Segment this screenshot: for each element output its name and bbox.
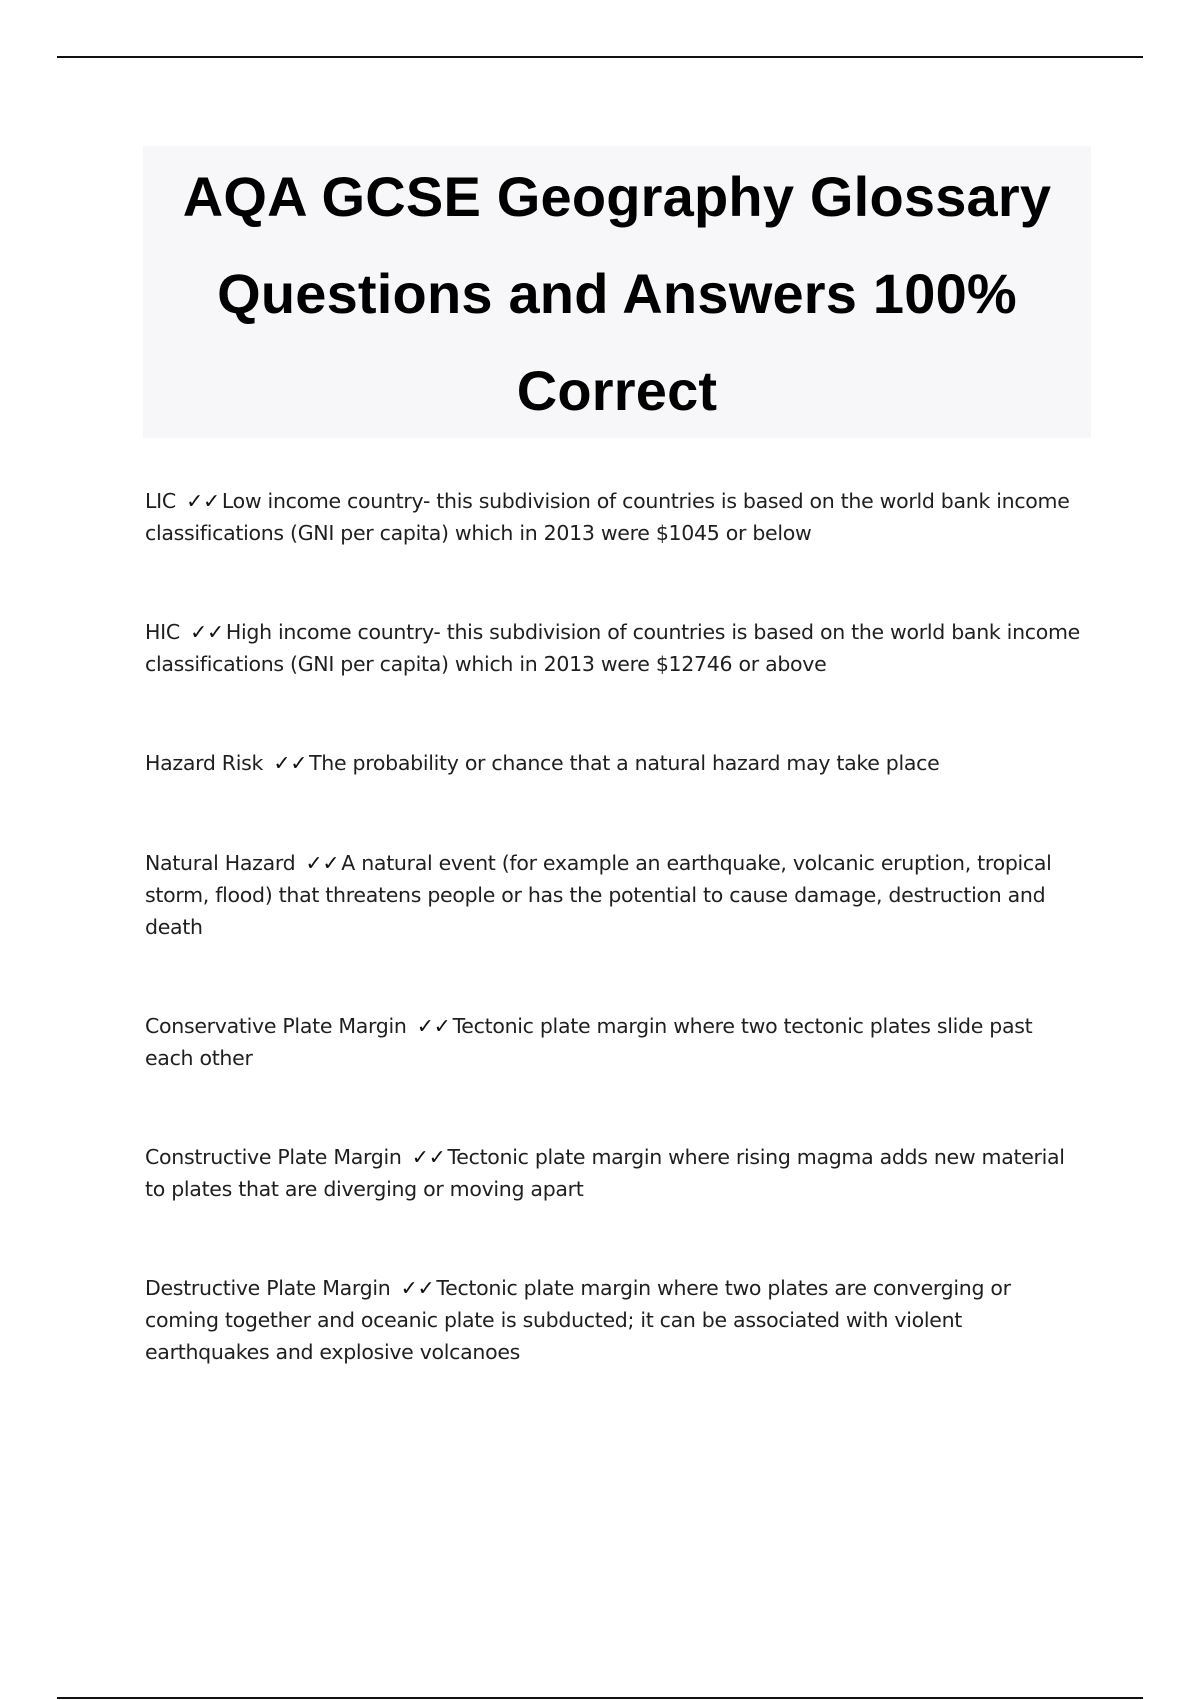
entry-term: Natural Hazard	[145, 851, 296, 875]
double-check-icon: ✓✓	[305, 851, 340, 875]
glossary-entry-hazard-risk	[145, 747, 1085, 779]
double-check-icon: ✓✓	[186, 489, 220, 513]
double-check-icon: ✓✓	[416, 1014, 451, 1038]
entry-term: Destructive Plate Margin	[145, 1276, 391, 1300]
entry-definition: The probability or chance that a natural hazard may take place	[309, 751, 940, 775]
bottom-divider	[57, 1697, 1143, 1699]
entry-term: HIC	[145, 620, 180, 644]
double-check-icon: ✓✓	[400, 1276, 435, 1300]
glossary-entry-destructive-plate-margin	[145, 1272, 1085, 1368]
entry-term: Hazard Risk	[145, 751, 264, 775]
glossary-entry-natural-hazard	[145, 847, 1085, 943]
title-line-3: Correct	[516, 359, 718, 422]
entry-definition: Tectonic plate margin where two plates are converging or coming together and oceanic plate is subducted; it can be associated with violent earthquakes and explosive volcanoes	[145, 1276, 1011, 1364]
entry-definition: High income country- this subdivision of countries is based on the world bank income classifications (GNI per capita) which in 2013 were $12746 or above	[145, 620, 1080, 676]
glossary-entry-constructive-plate-margin	[145, 1141, 1085, 1205]
entry-definition: Tectonic plate margin where rising magma adds new material to plates that are diverging or moving apart	[145, 1145, 1065, 1201]
title-line-2: Questions and Answers 100%	[217, 262, 1017, 325]
double-check-icon: ✓✓	[273, 751, 308, 775]
entry-term: Conservative Plate Margin	[145, 1014, 407, 1038]
double-check-icon: ✓✓	[190, 620, 224, 644]
top-divider	[57, 56, 1143, 58]
glossary-entry-conservative-plate-margin	[145, 1010, 1085, 1074]
double-check-icon: ✓✓	[411, 1145, 446, 1169]
entry-definition: Low income country- this subdivision of countries is based on the world bank income classifications (GNI per capita) which in 2013 were $1045 or below	[145, 489, 1070, 545]
entry-term: LIC	[145, 489, 176, 513]
entry-term: Constructive Plate Margin	[145, 1145, 402, 1169]
glossary-list	[145, 485, 1085, 1368]
title-line-1: AQA GCSE Geography Glossary	[182, 165, 1052, 228]
glossary-entry-hic	[145, 616, 1085, 680]
entry-definition: A natural event (for example an earthquake, volcanic eruption, tropical storm, flood) that threatens people or has the potential to cause damage, destruction and death	[145, 851, 1052, 939]
glossary-entry-lic	[145, 485, 1085, 549]
entry-definition: Tectonic plate margin where two tectonic plates slide past each other	[145, 1014, 1033, 1070]
title-banner	[143, 146, 1091, 438]
